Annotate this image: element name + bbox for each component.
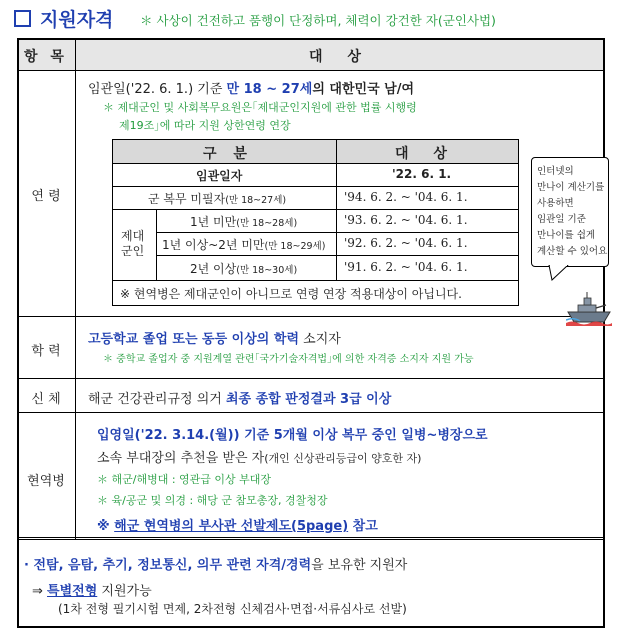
education-suffix: 소지자 bbox=[299, 332, 341, 347]
active-duty-recommendation bbox=[97, 447, 421, 466]
veteran-under-1y-text: 1년 미만 bbox=[190, 215, 237, 229]
unserved-age-range: (만 18~27세) bbox=[225, 195, 287, 206]
physical-grade: 최종 종합 판정결과 3급 이상 bbox=[225, 392, 392, 407]
age-nationality: 의 대한민국 남/여 bbox=[312, 82, 415, 97]
active-duty-requirement: 입영일('22. 3.14.(월)) 기준 5개월 이상 복무 중인 일병~병장으로 bbox=[97, 428, 488, 443]
inner-divider bbox=[112, 209, 519, 210]
special-track-suffix: 지원가능 bbox=[97, 584, 152, 599]
age-note-2: 제19조｣에 따라 지원 상한연령 연장 bbox=[119, 119, 291, 132]
veteran-label-line-1: 제대 bbox=[121, 229, 145, 243]
section-note: ＊ 사상이 건전하고 품행이 단정하며, 체력이 강건한 자(군인사법) bbox=[140, 13, 496, 28]
veteran-label-line-2: 군인 bbox=[121, 244, 145, 258]
special-qualification bbox=[24, 554, 407, 573]
veteran-over-2y-range: (만 18~30세) bbox=[236, 265, 298, 276]
education-note: ＊ 중학교 졸업자 중 지원계열 관련｢국가기술자격법｣에 의한 자격증 소지자 지원 가능 bbox=[103, 354, 474, 365]
bubble-line-6: 계산할 수 있어요 bbox=[537, 246, 608, 257]
special-track-label[interactable]: 특별전형 bbox=[47, 584, 98, 599]
commission-date-label: 임관일자 bbox=[196, 169, 243, 183]
bubble-line-3: 사용하면 bbox=[537, 198, 574, 209]
physical-requirement bbox=[88, 388, 391, 407]
bubble-line-1: 인터넷의 bbox=[537, 166, 574, 177]
unserved-date-range: '94. 6. 2. ~ '04. 6. 1. bbox=[344, 190, 468, 204]
inner-divider bbox=[112, 280, 519, 281]
special-track bbox=[32, 580, 152, 599]
row-divider bbox=[17, 70, 605, 71]
age-text: 임관일('22. 6. 1.) 기준 bbox=[88, 82, 227, 97]
commission-date-value: '22. 6. 1. bbox=[392, 167, 452, 181]
education-level: 고등학교 졸업 또는 동등 이상의 학력 bbox=[88, 332, 299, 347]
special-suffix: 을 보유한 지원자 bbox=[311, 558, 408, 573]
row-divider bbox=[17, 537, 605, 540]
veteran-under-1y-dates: '93. 6. 2. ~ '04. 6. 1. bbox=[344, 213, 468, 227]
veteran-over-2y-text: 2년 이상 bbox=[190, 262, 237, 276]
inner-divider bbox=[336, 139, 337, 280]
row-divider bbox=[17, 316, 605, 317]
col-header-item: 항 목 bbox=[24, 49, 68, 65]
row-label-physical: 신 체 bbox=[31, 392, 61, 407]
row-divider bbox=[17, 378, 605, 379]
checkbox-square-icon bbox=[14, 10, 31, 27]
active-duty-recommend-note: (개인 신상관리등급이 양호한 자) bbox=[264, 452, 422, 465]
age-range: 만 18 ~ 27세 bbox=[226, 82, 313, 97]
speech-bubble-tail bbox=[548, 265, 570, 281]
veteran-under-1y-range: (만 18~28세) bbox=[236, 218, 298, 229]
inner-divider bbox=[112, 163, 519, 164]
veteran-over-2y-label bbox=[190, 260, 297, 277]
unserved-label-text: 군 복무 미필자 bbox=[148, 192, 226, 206]
special-fields: · 전탐, 음탐, 추기, 정보통신, 의무 관련 자격/경력 bbox=[24, 558, 312, 573]
row-label-age: 연 령 bbox=[31, 189, 61, 204]
special-track-detail: (1차 전형 필기시험 면제, 2차전형 신체검사·면접·서류심사로 선발) bbox=[58, 602, 407, 616]
column-divider bbox=[75, 38, 76, 539]
inner-divider bbox=[156, 209, 157, 280]
inner-divider bbox=[156, 255, 519, 256]
row-label-education: 학 력 bbox=[31, 344, 61, 359]
active-duty-note-navy: ＊ 해군/해병대 : 영관급 이상 부대장 bbox=[97, 473, 272, 486]
active-duty-reference bbox=[97, 515, 378, 534]
arrow-icon: ⇒ bbox=[32, 584, 48, 599]
age-note-1: ＊ 제대군인 및 사회복무요원은｢제대군인지원에 관한 법률 시행령 bbox=[103, 101, 417, 114]
inner-divider bbox=[156, 232, 519, 233]
inner-divider bbox=[112, 186, 519, 187]
reference-link[interactable]: 해군 현역병의 부사관 선발제도(5page) bbox=[114, 519, 349, 534]
inner-header-target: 대 상 bbox=[395, 146, 457, 162]
age-requirement bbox=[88, 78, 414, 97]
active-duty-recommend-text: 소속 부대장의 추천을 받은 자 bbox=[97, 451, 265, 466]
row-divider bbox=[17, 412, 605, 413]
reference-suffix: 참고 bbox=[348, 519, 378, 534]
section-title: 지원자격 bbox=[40, 9, 114, 31]
reference-mark: ※ bbox=[97, 519, 115, 534]
row-label-active-duty: 현역병 bbox=[27, 474, 65, 489]
physical-text: 해군 건강관리규정 의거 bbox=[88, 392, 226, 407]
veteran-under-1y-label bbox=[190, 213, 297, 230]
active-duty-footnote: ※ 현역병은 제대군인이 아니므로 연령 연장 적용대상이 아닙니다. bbox=[120, 287, 462, 301]
bubble-line-2: 만나이 계산기를 bbox=[537, 182, 605, 193]
veteran-1to2y-label bbox=[162, 236, 325, 253]
education-requirement bbox=[88, 328, 341, 347]
veteran-1to2y-range: (만 18~29세) bbox=[264, 241, 326, 252]
bubble-line-5: 만나이를 쉽게 bbox=[537, 230, 596, 241]
veteran-1to2y-dates: '92. 6. 2. ~ '04. 6. 1. bbox=[344, 236, 468, 250]
inner-header-category: 구 분 bbox=[203, 146, 253, 162]
veteran-1to2y-text: 1년 이상~2년 미만 bbox=[162, 238, 265, 252]
bubble-line-4: 임관일 기준 bbox=[537, 214, 586, 225]
active-duty-note-army: ＊ 육/공군 및 의경 : 해당 군 참모총장, 경찰청장 bbox=[97, 494, 328, 507]
veteran-label bbox=[121, 229, 144, 259]
battleship-icon bbox=[566, 290, 612, 326]
unserved-label bbox=[148, 190, 286, 207]
col-header-target: 대 상 bbox=[309, 49, 371, 65]
veteran-over-2y-dates: '91. 6. 2. ~ '04. 6. 1. bbox=[344, 260, 468, 274]
